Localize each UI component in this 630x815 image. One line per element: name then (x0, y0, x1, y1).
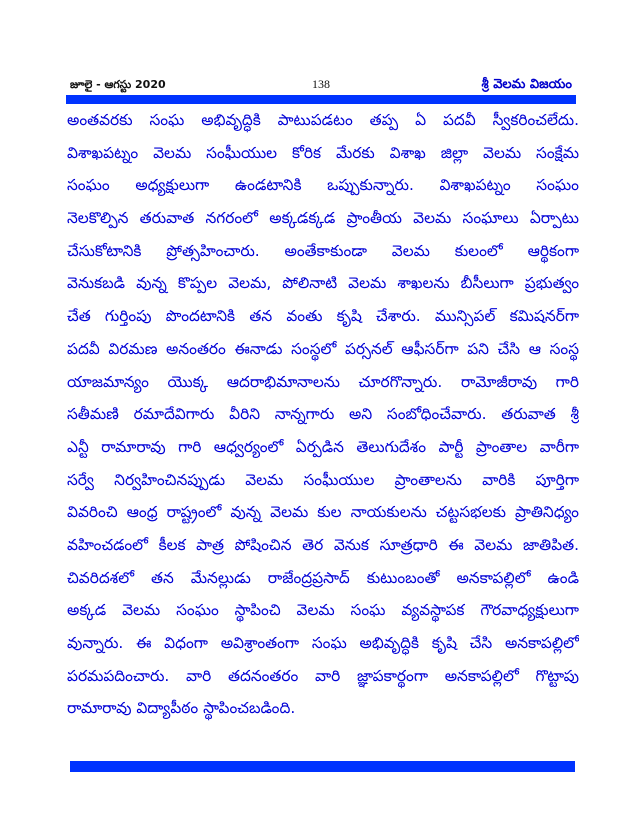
body-line: చేసుకోటానికి ప్రోత్సహించారు. అంతేకాకుండా వెలమ కులంలో ఆర్థికంగా (67, 241, 579, 260)
body-line: అక్కడ వెలమ సంఘం స్థాపించి వెలమ సంఘ వ్యవస్థాపక గౌరవాధ్యక్షులుగా (67, 601, 579, 620)
body-line: వహించడంలో కీలక పాత్ర పోషించిన తెర వెనుక సూత్రధారి ఈ వెలమ జాతిపిత. (67, 535, 579, 554)
body-line: వెనుకబడి వున్న కొప్పల వెలమ, పోలినాటి వెలమ శాఖలను బీసీలుగా ప్రభుత్వం (67, 274, 579, 293)
page-number: 138 (312, 77, 330, 91)
body-line: సంఘం అధ్యక్షులుగా ఉండటానికి ఒప్పుకున్నారు. విశాఖపట్నం సంఘం (67, 176, 579, 195)
body-line: రామారావు విద్యాపీఠం స్థాపించబడింది. (67, 699, 296, 718)
magazine-title: శ్రీ వెలమ విజయం (481, 77, 572, 92)
body-line: యాజమాన్యం యొక్క ఆదరాభిమానాలను చూరగొన్నారు. రామోజీరావు గారి (67, 372, 579, 391)
issue-date: జూలై - ఆగస్టు 2020 (70, 78, 166, 91)
body-line: పదవీ విరమణ అనంతరం ఈనాడు సంస్థలో పర్సనల్ ఆఫీసర్‌గా పని చేసి ఆ సంస్థ (67, 339, 579, 358)
body-line: సర్వే నిర్వహించినప్పుడు వెలమ సంఘీయుల ప్రాంతాలను వారికి పూర్తిగా (67, 470, 579, 489)
footer-rule (70, 761, 575, 772)
body-line: నెలకొల్పిన తరువాత నగరంలో అక్కడక్కడ ప్రాంతీయ వెలమ సంఘాలు ఏర్పాటు (67, 209, 579, 228)
header-rule (66, 95, 576, 104)
body-line: సతీమణి రమాదేవిగారు వీరిని నాన్నగారు అని సంబోధించేవారు. తరువాత శ్రీ (67, 405, 579, 424)
body-line: చివరిదశలో తన మేనల్లుడు రాజేంద్రప్రసాద్ కుటుంబంతో అనకాపల్లిలో ఉండి (67, 568, 579, 587)
running-header (66, 77, 576, 95)
body-line: విశాఖపట్నం వెలమ సంఘీయుల కోరిక మేరకు విశాఖ జిల్లా వెలమ సంక్షేమ (67, 143, 579, 162)
body-line: వున్నారు. ఈ విధంగా అవిశ్రాంతంగా సంఘ అభివృద్ధికి కృషి చేసి అనకాపల్లిలో (67, 634, 579, 652)
body-line: చేత గుర్తింపు పొందటానికి తన వంతు కృషి చేశారు. మున్సిపల్ కమిషనర్‌గా (67, 307, 579, 326)
body-line: ఎన్టీ రామారావు గారి ఆధ్వర్యంలో ఏర్పడిన తెలుగుదేశం పార్టీ ప్రాంతాల వారీగా (67, 437, 579, 456)
article-body (67, 104, 579, 725)
body-line: వివరించి ఆంధ్ర రాష్ట్రంలో వున్న వెలమ కుల నాయకులను చట్టసభలకు ప్రాతినిధ్యం (67, 503, 579, 522)
body-line: పరమపదించారు. వారి తదనంతరం వారి జ్ఞాపకార్థంగా అనకాపల్లిలో గొట్టాపు (67, 666, 579, 685)
body-line: అంతవరకు సంఘ అభివృద్ధికి పాటుపడటం తప్ప ఏ పదవీ స్వీకరించలేదు. (67, 111, 579, 129)
